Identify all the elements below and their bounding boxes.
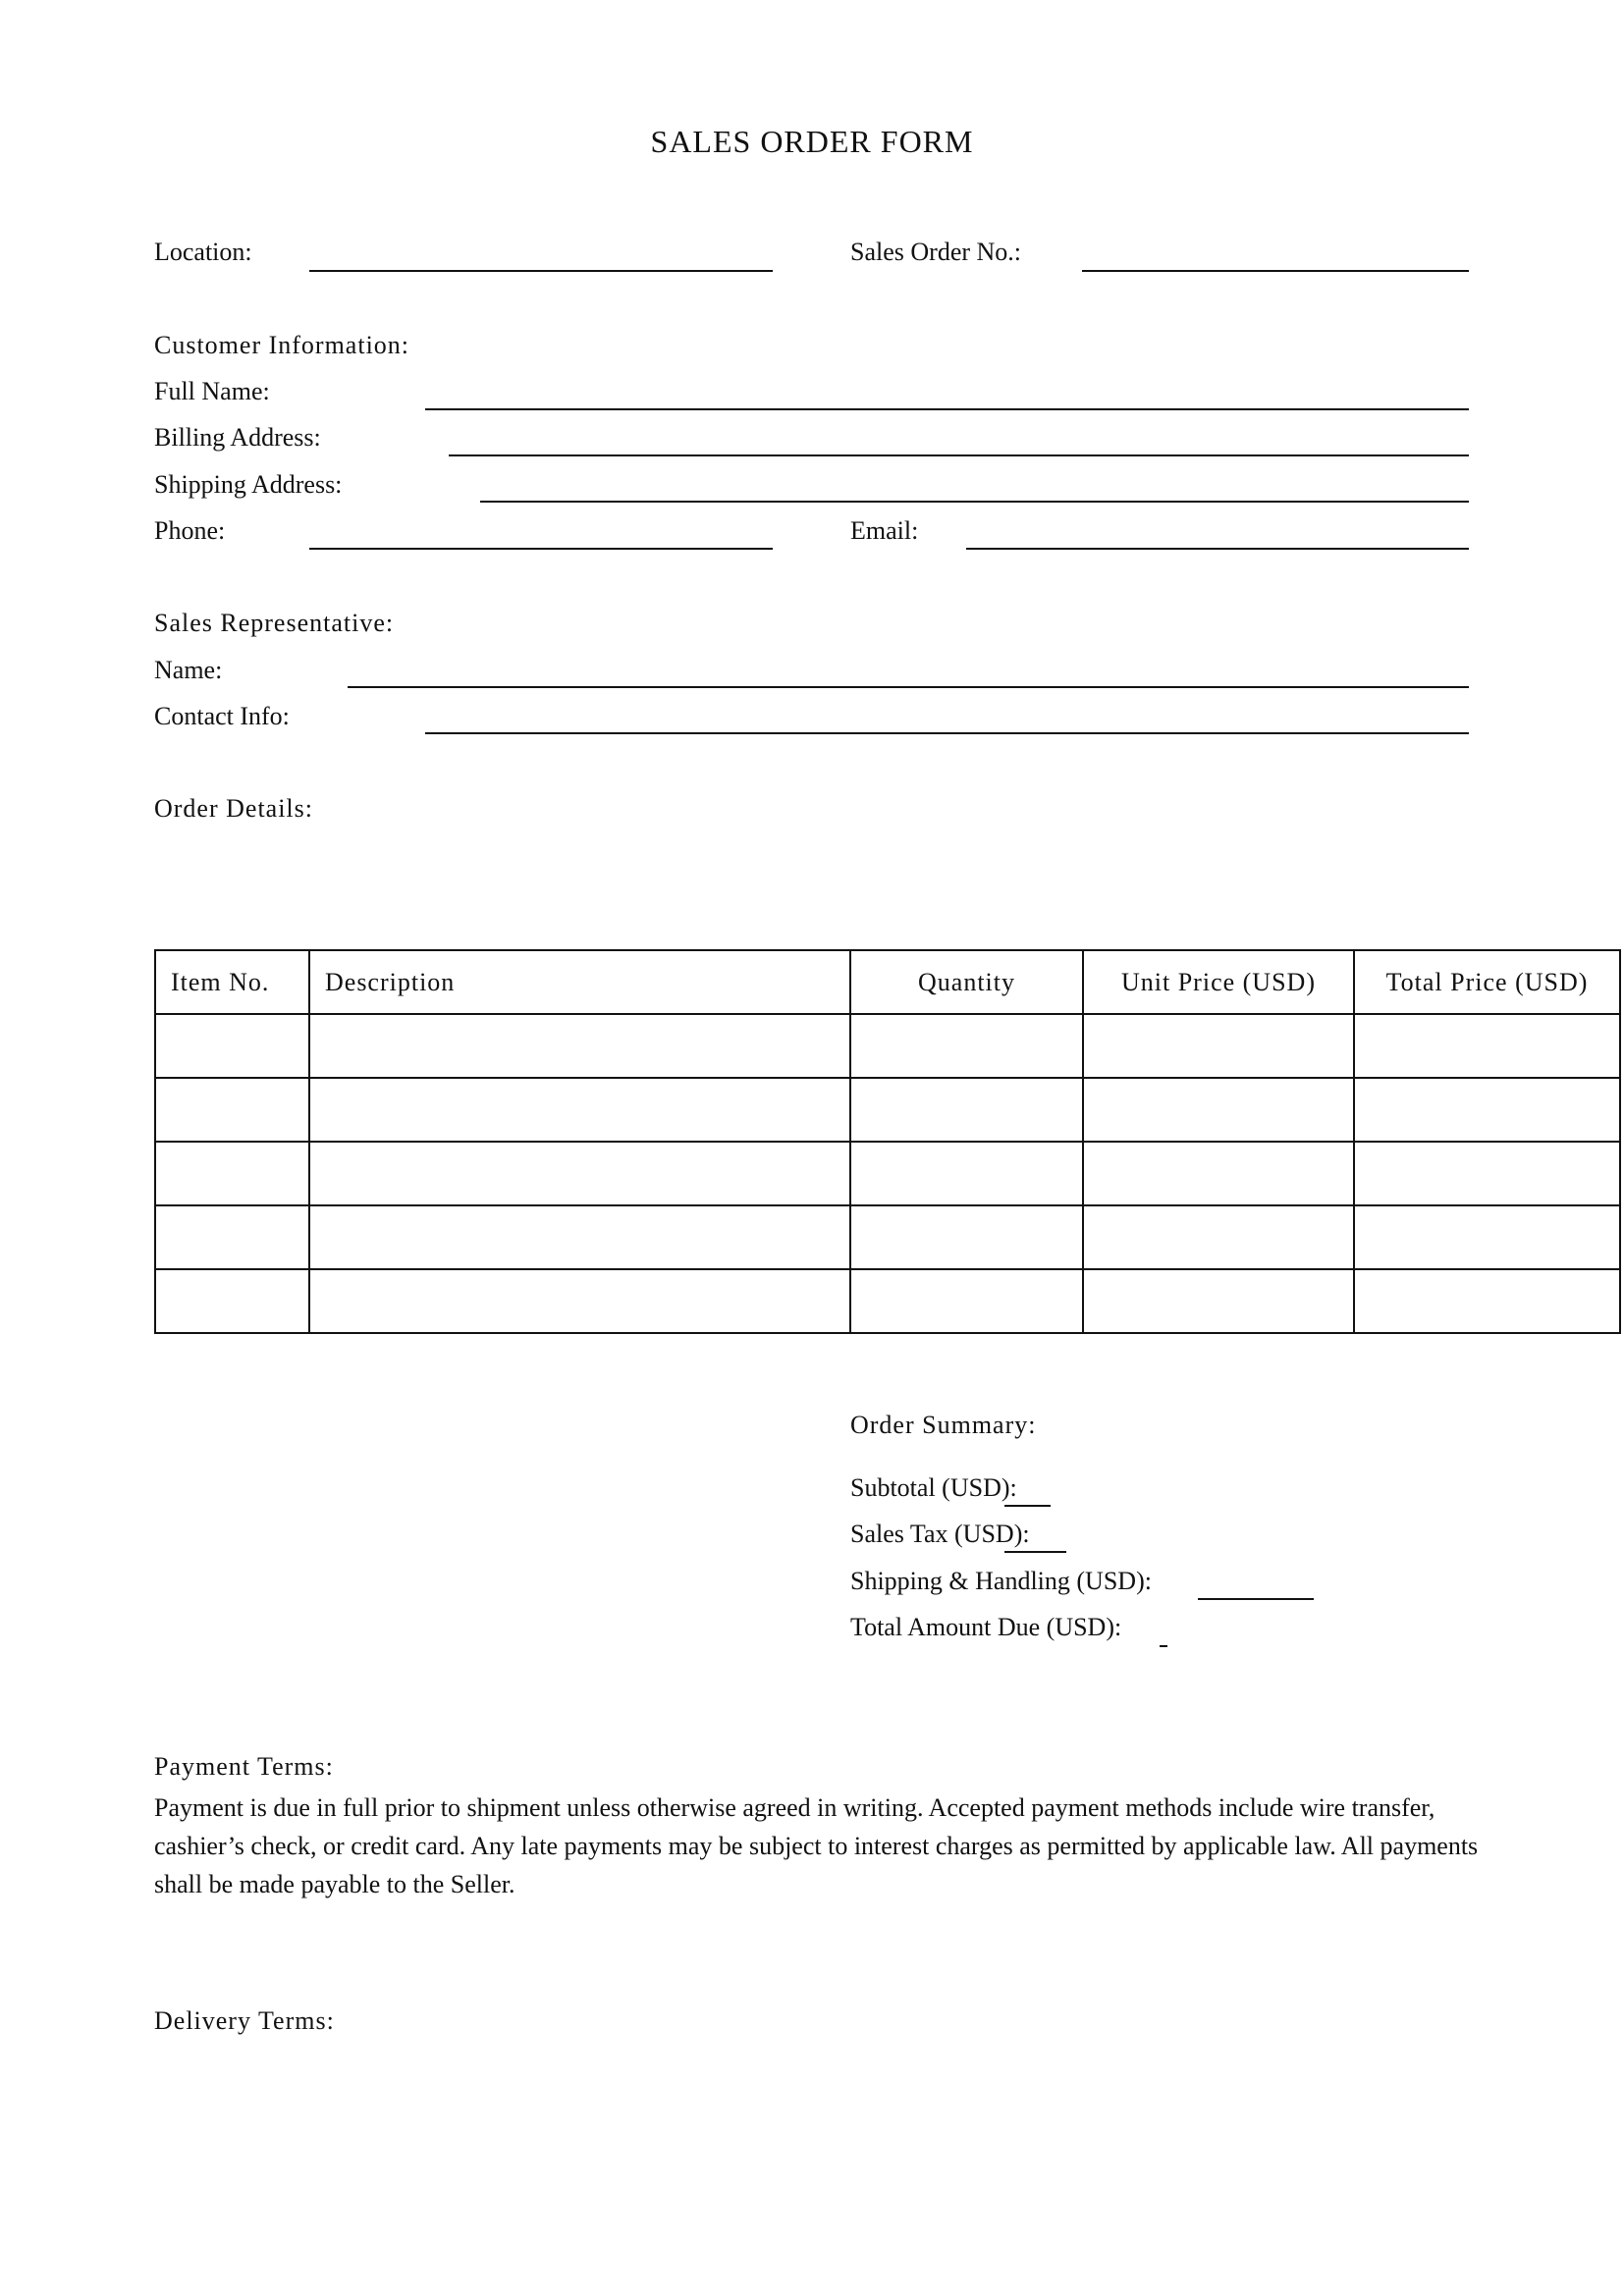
- email-field[interactable]: [966, 548, 1469, 550]
- item-no-cell[interactable]: [155, 1269, 309, 1333]
- billing-address-field[interactable]: [449, 454, 1469, 456]
- email-label: Email:: [850, 516, 919, 545]
- payment-terms-text: Payment is due in full prior to shipment unless otherwise agreed in writing. Accepted payment methods include wire transfer, cashier’s check, or credit card. Any late payments may be subject to interest charges as permitted by applicable law. All payments shall be made payable to the Seller.: [154, 1793, 1479, 1898]
- description-cell[interactable]: [309, 1078, 850, 1142]
- shipping-address-field[interactable]: [480, 501, 1469, 503]
- full-name-field[interactable]: [425, 408, 1469, 410]
- phone-field[interactable]: [309, 548, 773, 550]
- table-header-row: [155, 950, 1620, 1014]
- col-unit-price: Unit Price (USD): [1083, 950, 1354, 1014]
- sales-tax-label: Sales Tax (USD):: [850, 1520, 1030, 1548]
- delivery-terms-heading: Delivery Terms:: [154, 2006, 335, 2035]
- description-cell[interactable]: [309, 1142, 850, 1205]
- unit-price-cell[interactable]: [1083, 1269, 1354, 1333]
- description-cell[interactable]: [309, 1269, 850, 1333]
- col-total-price: Total Price (USD): [1354, 950, 1620, 1014]
- unit-price-cell[interactable]: [1083, 1205, 1354, 1269]
- order-summary-heading: Order Summary:: [850, 1411, 1037, 1439]
- table-row: [155, 1205, 1620, 1269]
- full-name-label: Full Name:: [154, 377, 270, 405]
- item-no-cell[interactable]: [155, 1014, 309, 1078]
- table-row: [155, 1142, 1620, 1205]
- billing-address-label: Billing Address:: [154, 423, 321, 452]
- order-details-heading: Order Details:: [154, 794, 314, 823]
- item-no-cell[interactable]: [155, 1142, 309, 1205]
- unit-price-cell[interactable]: [1083, 1142, 1354, 1205]
- subtotal-label: Subtotal (USD):: [850, 1473, 1017, 1502]
- quantity-cell[interactable]: [850, 1205, 1083, 1269]
- shipping-handling-field[interactable]: [1198, 1598, 1314, 1600]
- item-no-cell[interactable]: [155, 1078, 309, 1142]
- sales-order-label: Sales Order No.:: [850, 238, 1022, 266]
- shipping-handling-label: Shipping & Handling (USD):: [850, 1567, 1152, 1595]
- shipping-address-label: Shipping Address:: [154, 470, 343, 499]
- total-price-cell[interactable]: [1354, 1142, 1620, 1205]
- quantity-cell[interactable]: [850, 1269, 1083, 1333]
- total-due-field[interactable]: [1160, 1645, 1167, 1647]
- form-title: SALES ORDER FORM: [650, 124, 974, 159]
- rep-contact-label: Contact Info:: [154, 702, 290, 730]
- total-price-cell[interactable]: [1354, 1269, 1620, 1333]
- payment-terms-heading: Payment Terms:: [154, 1752, 334, 1781]
- phone-label: Phone:: [154, 516, 226, 545]
- location-label: Location:: [154, 238, 252, 266]
- description-cell[interactable]: [309, 1014, 850, 1078]
- table-row: [155, 1014, 1620, 1078]
- customer-info-heading: Customer Information:: [154, 331, 410, 359]
- total-price-cell[interactable]: [1354, 1205, 1620, 1269]
- quantity-cell[interactable]: [850, 1142, 1083, 1205]
- rep-name-label: Name:: [154, 656, 223, 684]
- table-row: [155, 1078, 1620, 1142]
- sales-order-field[interactable]: [1082, 270, 1469, 272]
- table-row: [155, 1269, 1620, 1333]
- col-item-no: Item No.: [155, 950, 309, 1014]
- sales-rep-heading: Sales Representative:: [154, 609, 395, 637]
- rep-contact-field[interactable]: [425, 732, 1469, 734]
- description-cell[interactable]: [309, 1205, 850, 1269]
- location-field[interactable]: [309, 270, 773, 272]
- sales-tax-field[interactable]: [1004, 1551, 1066, 1553]
- unit-price-cell[interactable]: [1083, 1014, 1354, 1078]
- unit-price-cell[interactable]: [1083, 1078, 1354, 1142]
- col-description: Description: [309, 950, 850, 1014]
- quantity-cell[interactable]: [850, 1078, 1083, 1142]
- total-price-cell[interactable]: [1354, 1078, 1620, 1142]
- subtotal-field[interactable]: [1004, 1505, 1051, 1507]
- col-quantity: Quantity: [850, 950, 1083, 1014]
- order-items-table: [154, 949, 1621, 1334]
- total-price-cell[interactable]: [1354, 1014, 1620, 1078]
- quantity-cell[interactable]: [850, 1014, 1083, 1078]
- total-due-label: Total Amount Due (USD):: [850, 1613, 1122, 1641]
- rep-name-field[interactable]: [348, 686, 1469, 688]
- item-no-cell[interactable]: [155, 1205, 309, 1269]
